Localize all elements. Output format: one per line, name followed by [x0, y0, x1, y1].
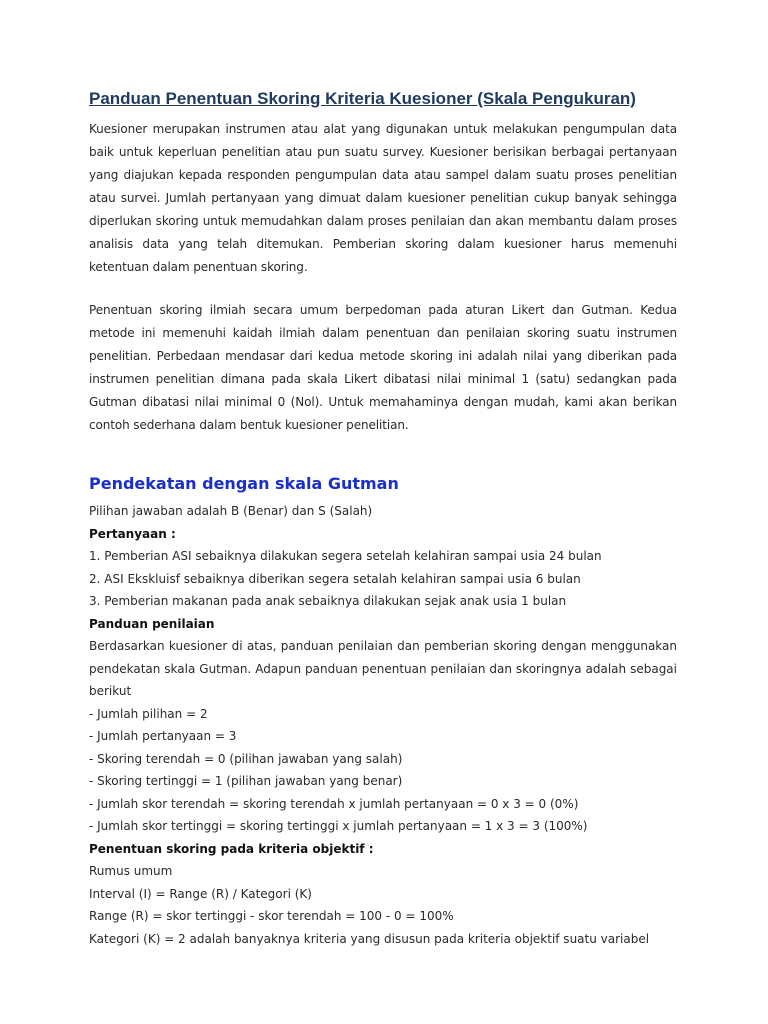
question-item: 3. Pemberian makanan pada anak sebaiknya dilakukan sejak anak usia 1 bulan — [89, 594, 567, 608]
guide-item: - Jumlah pertanyaan = 3 — [89, 729, 237, 743]
document-page — [89, 86, 677, 950]
guide-item: - Jumlah pilihan = 2 — [89, 706, 208, 721]
criteria-item: Kategori (K) = 2 adalah banyaknya kriteria yang disusun pada kriteria objektif suatu variabel — [89, 931, 650, 946]
guide-item: - Skoring tertinggi = 1 (pilihan jawaban yang benar) — [89, 774, 403, 788]
question-item: 2. ASI Ekskluisf sebaiknya diberikan segera setalah kelahiran sampai usia 6 bulan — [89, 571, 581, 586]
intro-paragraph-1: Kuesioner merupakan instrumen atau alat yang digunakan untuk melakukan pengumpulan data baik untuk keperluan penelitian atau pun suatu survey. Kuesioner berisikan berbagai pertanyaan yang diajukan kepada responden pengumpulan data atau sampel dalam suatu proses penelitian atau survei. Jumlah pertanyaan yang dimuat dalam kuesioner penelitian cukup banyak sehingga diperlukan skoring untuk memudahkan dalam proses penilaian dan akan membantu dalam proses analisis data yang telah ditemukan. Pemberian skoring dalam kuesioner harus memenuhi ketentuan dalam penentuan skoring. — [89, 122, 677, 274]
choices-line: Pilihan jawaban adalah B (Benar) dan S (Salah) — [89, 504, 373, 518]
question-item: 1. Pemberian ASI sebaiknya dilakukan segera setelah kelahiran sampai usia 24 bulan — [89, 549, 602, 563]
criteria-item: Rumus umum — [89, 864, 173, 878]
section-heading-gutman: Pendekatan dengan skala Gutman — [89, 474, 399, 493]
guide-item: - Jumlah skor terendah = skoring terendah x jumlah pertanyaan = 0 x 3 = 0 (0%) — [89, 796, 579, 811]
questions-heading: Pertanyaan : — [89, 526, 176, 541]
criteria-item: Range (R) = skor tertinggi - skor terendah = 100 - 0 = 100% — [89, 909, 454, 923]
document-title: Panduan Penentuan Skoring Kriteria Kuesioner (Skala Pengukuran) — [89, 89, 636, 108]
criteria-item: Interval (I) = Range (R) / Kategori (K) — [89, 886, 312, 901]
guide-heading: Panduan penilaian — [89, 616, 215, 631]
guide-item: - Jumlah skor tertinggi = skoring tertinggi x jumlah pertanyaan = 1 x 3 = 3 (100%) — [89, 819, 588, 833]
guide-text: Berdasarkan kuesioner di atas, panduan penilaian dan pemberian skoring dengan menggunakan pendekatan skala Gutman. Adapun panduan penentuan penilaian dan skoringnya adalah sebagai berikut — [89, 639, 677, 698]
intro-paragraph-2: Penentuan skoring ilmiah secara umum berpedoman pada aturan Likert dan Gutman. Kedua metode ini memenuhi kaidah ilmiah dalam penentuan dan penilaian skoring suatu instrumen penelitian. Perbedaan mendasar dari kedua metode skoring ini adalah nilai yang diberikan pada instrumen penelitian dimana pada skala Likert dibatasi nilai minimal 1 (satu) sedangkan pada Gutman dibatasi nilai minimal 0 (Nol). Untuk memahaminya dengan mudah, kami akan berikan contoh sederhana dalam bentuk kuesioner penelitian. — [89, 303, 677, 432]
guide-item: - Skoring terendah = 0 (pilihan jawaban yang salah) — [89, 751, 403, 766]
criteria-heading: Penentuan skoring pada kriteria objektif : — [89, 841, 374, 856]
